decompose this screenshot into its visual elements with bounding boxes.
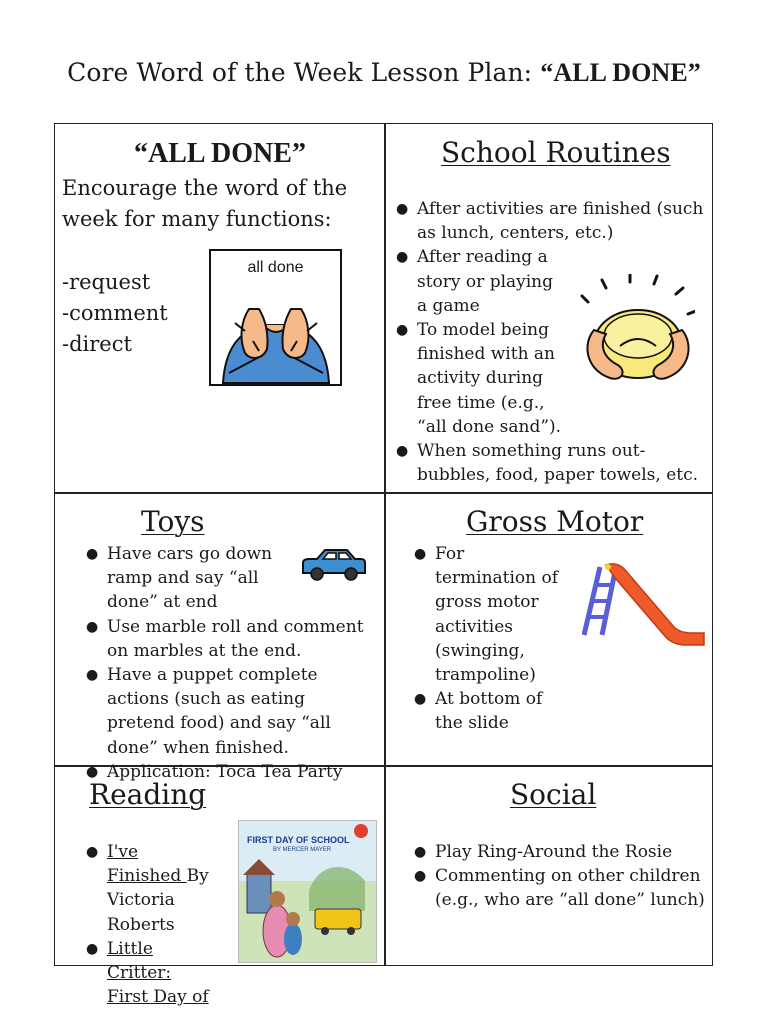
lesson-plan-table: [54, 123, 713, 1008]
page-title: [0, 58, 768, 88]
empty-bowl-icon: [580, 274, 695, 389]
symbol-label: all done: [247, 259, 304, 276]
toys-heading: Toys: [141, 505, 205, 538]
list-item: ● Play Ring-Around the Rosie: [414, 840, 706, 864]
cell-toys: [55, 493, 385, 782]
intro-line-2: week for many functions:: [62, 207, 332, 231]
list-item: ● After activities are finished (such as lunch, centers, etc.): [396, 197, 706, 245]
list-item: ● After reading a story or playing a game: [396, 245, 567, 318]
book-cover-image: [238, 820, 377, 963]
cell-social: [385, 766, 714, 967]
book-title-little-critter: Little Critter: First Day of: [107, 938, 209, 1008]
function-comment: -comment: [62, 301, 168, 325]
gross-motor-heading: Gross Motor: [466, 505, 644, 538]
list-item: ● Use marble roll and comment on marbles at the end.: [86, 615, 376, 663]
cell-school-routines: [385, 124, 714, 493]
gross-motor-list: [414, 542, 569, 736]
social-heading: Social: [510, 778, 597, 811]
title-core-word: “ALL DONE”: [540, 58, 701, 87]
list-item: ● Have a puppet complete actions (such as eating pretend food) and say “all done” when finished.: [86, 663, 376, 760]
reading-heading: Reading: [89, 778, 207, 811]
all-done-heading: “ALL DONE”: [134, 138, 306, 169]
title-prefix: Core Word of the Week Lesson Plan:: [67, 58, 541, 87]
list-item: [86, 840, 216, 937]
reading-list: [86, 840, 216, 1009]
list-item: ● At bottom of the slide: [414, 687, 569, 735]
list-item: ● For termination of gross motor activities (swinging, trampoline): [414, 542, 569, 687]
list-item: ● Have cars go down ramp and say “all done” at end: [86, 542, 277, 615]
all-done-symbol-card: [209, 249, 342, 386]
playground-slide-icon: [582, 561, 706, 653]
book-title-ive-finished: I've Finished: [107, 842, 187, 887]
list-item: ● To model being finished with an activity during free time (e.g., “all done sand”).: [396, 318, 567, 439]
list-item: ● When something runs out- bubbles, food, paper towels, etc.: [396, 439, 706, 487]
school-routines-heading: School Routines: [441, 136, 671, 169]
function-request: -request: [62, 270, 151, 294]
book-author: By Victoria Roberts: [107, 866, 209, 935]
signing-person-icon: [211, 281, 340, 385]
cell-gross-motor: [385, 493, 714, 766]
intro-line-1: Encourage the word of the: [62, 176, 348, 200]
cell-all-done: [55, 124, 385, 493]
social-list: [414, 840, 706, 913]
list-item: [86, 937, 216, 1010]
function-direct: -direct: [62, 332, 132, 356]
cover-title: FIRST DAY OF SCHOOL: [247, 835, 350, 845]
list-item: ● Application: Toca Tea Party: [86, 760, 376, 784]
cell-reading: [55, 766, 385, 1008]
list-item: ● Commenting on other children (e.g., who are “all done” lunch): [414, 864, 706, 912]
car-icon: [301, 547, 367, 583]
cover-author: BY MERCER MAYER: [273, 847, 332, 853]
